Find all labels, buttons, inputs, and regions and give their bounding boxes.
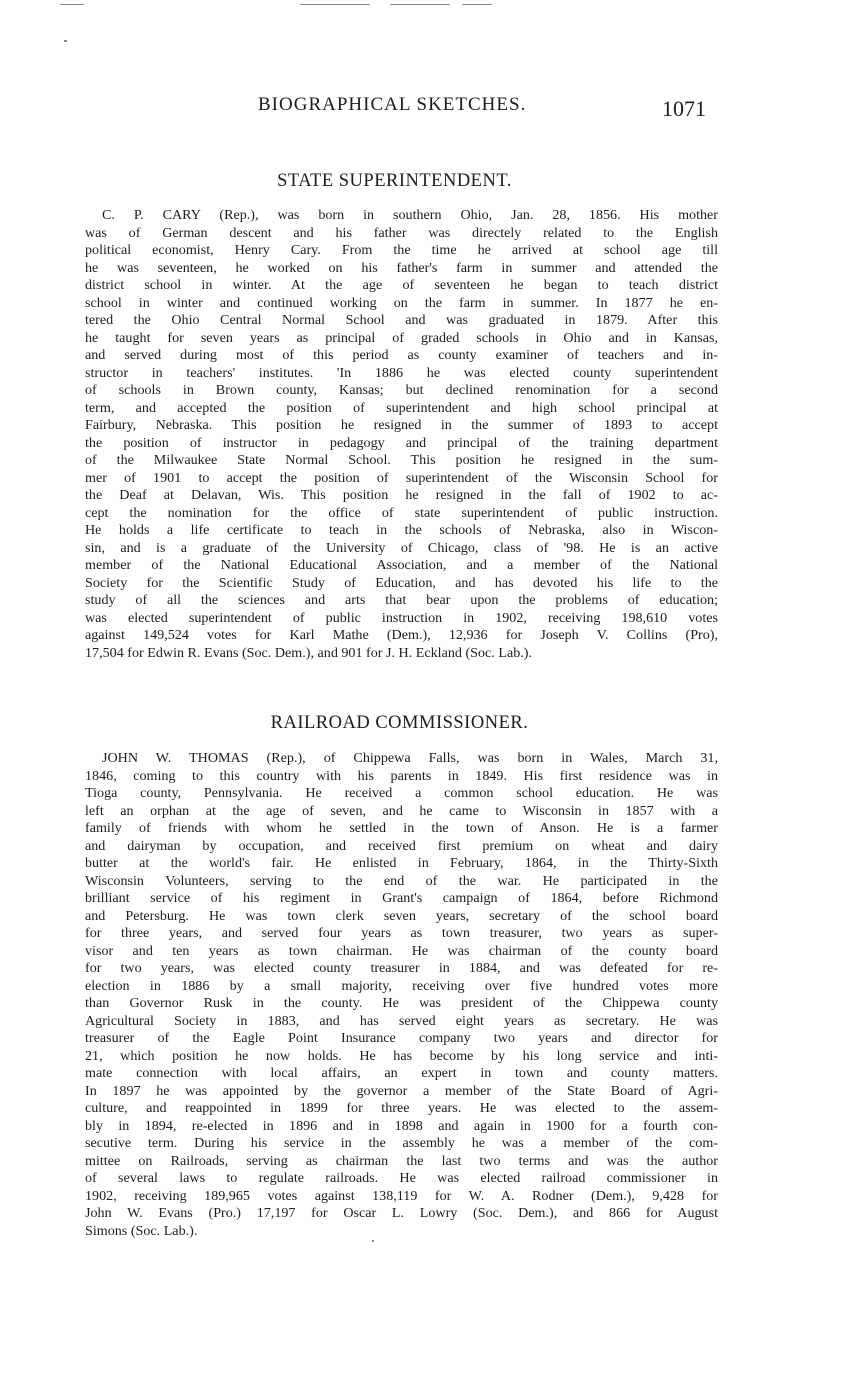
- text-line: visor and ten years as town chairman. He was chairman of the county board: [85, 942, 718, 959]
- print-speck: [60, 4, 84, 5]
- text-line: for three years, and served four years as town treasurer, two years as super-: [85, 925, 718, 941]
- text-line: political economist, Henry Cary. From the time he arrived at school age till: [85, 242, 718, 258]
- text-line: tered the Ohio Central Normal School and was graduated in 1879. After this: [85, 312, 718, 328]
- print-speck: [64, 40, 67, 42]
- section-heading-state-superintendent: STATE SUPERINTENDENT.: [277, 171, 512, 191]
- text-line: study of all the sciences and arts that bear upon the problems of education;: [85, 592, 718, 608]
- text-line: mate connection with local affairs, an expert in town and county matters.: [85, 1065, 718, 1081]
- text-line: family of friends with whom he settled in the town of Anson. He is a farmer: [85, 820, 718, 836]
- text-line: school in winter and continued working on the farm in summer. In 1877 he en-: [85, 294, 718, 311]
- text-line: and served during most of this period as county examiner of teachers and in-: [85, 347, 718, 363]
- text-line: term, and accepted the position of superintendent and high school principal at: [85, 399, 718, 416]
- text-line: sin, and is a graduate of the University of Chicago, class of '98. He is an active: [85, 539, 718, 556]
- text-line: brilliant service of his regiment in Grant's campaign of 1864, before Richmond: [85, 890, 718, 906]
- text-line: butter at the world's fair. He enlisted in February, 1864, in the Thirty-Sixth: [85, 855, 718, 871]
- page-number: 1071: [662, 96, 706, 121]
- text-line: structor in teachers' institutes. 'In 1886 he was elected county superintendent: [85, 364, 718, 381]
- text-line: and dairyman by occupation, and received first premium on wheat and dairy: [85, 837, 718, 854]
- text-line: Agricultural Society in 1883, and has served eight years as secretary. He was: [85, 1012, 718, 1029]
- text-line: election in 1886 by a small majority, receiving over five hundred votes more: [85, 977, 718, 994]
- text-line: district school in winter. At the age of seventeen he began to teach district: [85, 277, 718, 293]
- text-line: than Governor Rusk in the county. He was president of the Chippewa county: [85, 995, 718, 1011]
- text-line: cept the nomination for the office of state superintendent of public instruction.: [85, 504, 718, 521]
- running-header-title: BIOGRAPHICAL SKETCHES.: [258, 94, 527, 115]
- text-line: In 1897 he was appointed by the governor a member of the State Board of Agri-: [85, 1082, 718, 1099]
- text-line: Fairbury, Nebraska. This position he resigned in the summer of 1893 to accept: [85, 417, 718, 433]
- text-line: 1846, coming to this country with his parents in 1849. His first residence was in: [85, 767, 718, 784]
- text-line: Wisconsin Volunteers, serving to the end of the war. He participated in the: [85, 872, 718, 889]
- text-line: JOHN W. THOMAS (Rep.), of Chippewa Falls, was born in Wales, March 31,: [102, 750, 718, 766]
- text-line: was of German descent and his father was directely related to the English: [85, 224, 718, 241]
- text-line: he was seventeen, he worked on his father's farm in summer and attended the: [85, 259, 718, 276]
- text-line: 1902, receiving 189,965 votes against 138,119 for W. A. Rodner (Dem.), 9,428 for: [85, 1187, 718, 1204]
- text-line: John W. Evans (Pro.) 17,197 for Oscar L. Lowry (Soc. Dem.), and 866 for August: [85, 1205, 718, 1221]
- text-line: mittee on Railroads, serving as chairman the last two terms and was the author: [85, 1152, 718, 1169]
- print-speck: [300, 4, 370, 5]
- text-line: culture, and reappointed in 1899 for three years. He was elected to the assem-: [85, 1100, 718, 1116]
- text-line: he taught for seven years as principal of graded schools in Ohio and in Kansas,: [85, 329, 718, 346]
- text-line: of the Milwaukee State Normal School. This position he resigned in the sum-: [85, 452, 718, 468]
- section-heading-railroad-commissioner: RAILROAD COMMISSIONER.: [270, 713, 529, 733]
- text-line: bly in 1894, re-elected in 1896 and in 1898 and again in 1900 for a fourth con-: [85, 1117, 718, 1134]
- text-line: secutive term. During his service in the assembly he was a member of the com-: [85, 1135, 718, 1151]
- text-line: and Petersburg. He was town clerk seven years, secretary of the school board: [85, 907, 718, 924]
- text-line: Simons (Soc. Lab.).: [85, 1222, 198, 1239]
- text-line: for two years, was elected county treasurer in 1884, and was defeated for re-: [85, 960, 718, 976]
- text-line: the Deaf at Delavan, Wis. This position he resigned in the fall of 1902 to ac-: [85, 487, 718, 503]
- text-line: 21, which position he now holds. He has become by his long service and inti-: [85, 1047, 718, 1064]
- text-line: C. P. CARY (Rep.), was born in southern Ohio, Jan. 28, 1856. His mother: [102, 207, 718, 223]
- biography-thomas: [85, 750, 718, 1240]
- text-line: Society for the Scientific Study of Education, and has devoted his life to the: [85, 574, 718, 591]
- text-line: member of the National Educational Association, and a member of the National: [85, 557, 718, 573]
- text-line: Tioga county, Pennsylvania. He received a common school education. He was: [85, 785, 718, 801]
- print-speck: [462, 4, 492, 5]
- text-line: was elected superintendent of public instruction in 1902, receiving 198,610 votes: [85, 609, 718, 626]
- text-line: against 149,524 votes for Karl Mathe (Dem.), 12,936 for Joseph V. Collins (Pro),: [85, 627, 718, 643]
- text-line: 17,504 for Edwin R. Evans (Soc. Dem.), and 901 for J. H. Eckland (Soc. Lab.).: [85, 644, 532, 661]
- text-line: treasurer of the Eagle Point Insurance company two years and director for: [85, 1030, 718, 1046]
- text-line: mer of 1901 to accept the position of superintendent of the Wisconsin School for: [85, 469, 718, 486]
- text-line: the position of instructor in pedagogy and principal of the training department: [85, 434, 718, 451]
- print-speck: [372, 1240, 374, 1242]
- text-line: of schools in Brown county, Kansas; but declined renomination for a second: [85, 382, 718, 398]
- print-speck: [390, 4, 450, 5]
- text-line: of several laws to regulate railroads. He was elected railroad commissioner in: [85, 1170, 718, 1186]
- text-line: left an orphan at the age of seven, and he came to Wisconsin in 1857 with a: [85, 802, 718, 819]
- text-line: He holds a life certificate to teach in the schools of Nebraska, also in Wiscon-: [85, 522, 718, 538]
- biography-cary: [85, 207, 718, 662]
